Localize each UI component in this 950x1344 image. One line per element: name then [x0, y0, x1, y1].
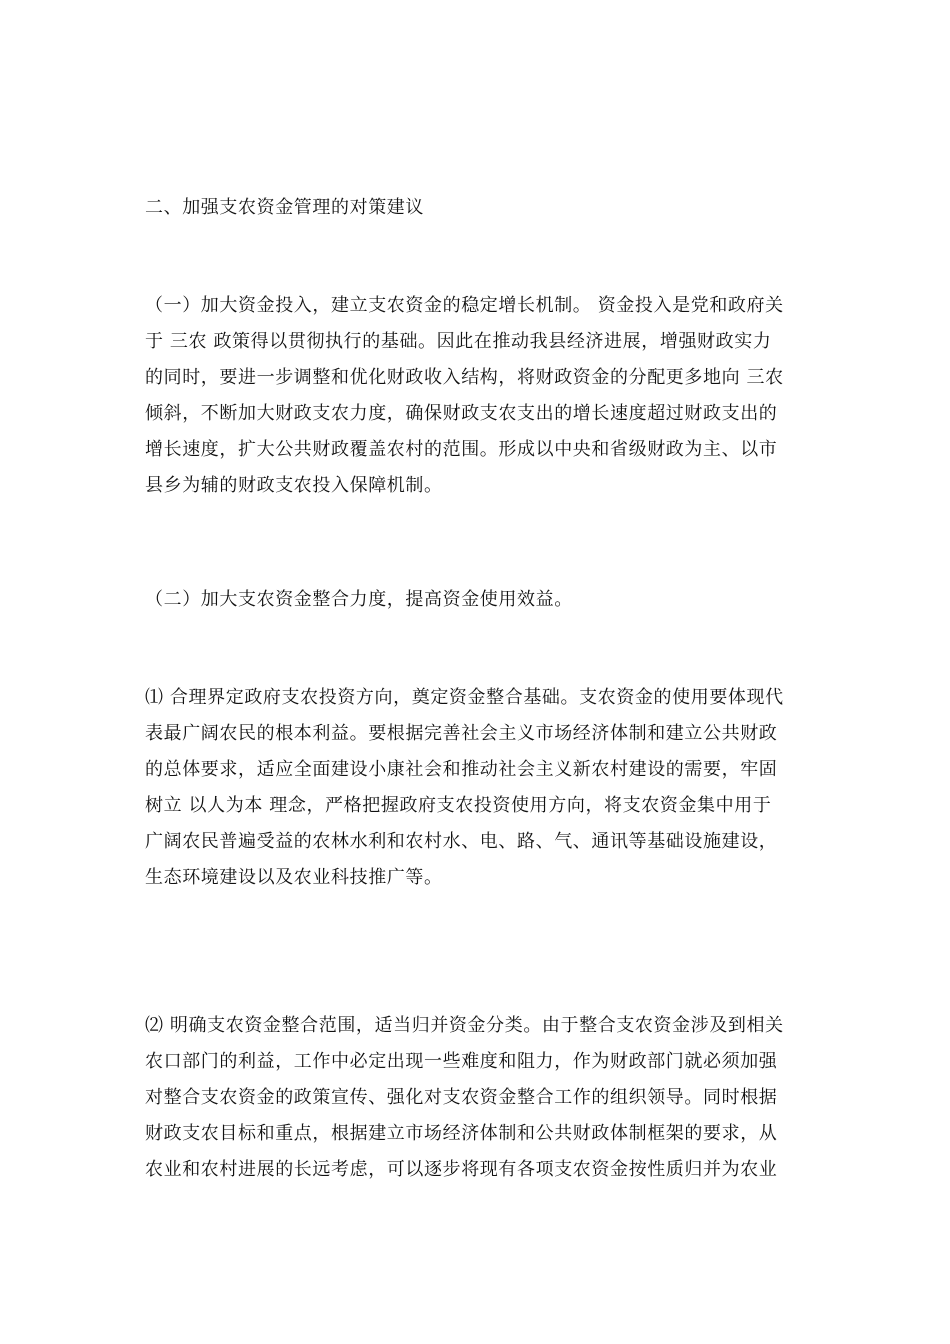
- paragraph-line: ⑴ 合理界定政府支农投资方向，奠定资金整合基础。支农资金的使用要体现代: [145, 687, 784, 708]
- paragraph-line: （一）加大资金投入，建立支农资金的稳定增长机制。 资金投入是党和政府关: [145, 295, 784, 316]
- section-2-title: [145, 582, 805, 618]
- paragraph-line: 的同时，要进一步调整和优化财政收入结构，将财政资金的分配更多地向 三农: [145, 367, 784, 388]
- paragraph-line: 表最广阔农民的根本利益。要根据完善社会主义市场经济体制和建立公共财政: [145, 723, 778, 744]
- subheading-text: （二）加大支农资金整合力度，提高资金使用效益。: [145, 589, 573, 610]
- section-heading: [145, 190, 805, 226]
- paragraph-line: 增长速度，扩大公共财政覆盖农村的范围。形成以中央和省级财政为主、以市: [145, 439, 778, 460]
- paragraph-line: 于 三农 政策得以贯彻执行的基础。因此在推动我县经济进展，增强财政实力: [145, 331, 772, 352]
- paragraph-line: 对整合支农资金的政策宣传、强化对支农资金整合工作的组织领导。同时根据: [145, 1087, 778, 1108]
- paragraph-line: 县乡为辅的财政支农投入保障机制。: [145, 475, 443, 496]
- heading-text: 二、加强支农资金管理的对策建议: [145, 197, 424, 218]
- paragraph-item-2: [145, 1008, 805, 1188]
- paragraph-line: 倾斜，不断加大财政支农力度，确保财政支农支出的增长速度超过财政支出的: [145, 403, 778, 424]
- paragraph-line: ⑵ 明确支农资金整合范围，适当归并资金分类。由于整合支农资金涉及到相关: [145, 1015, 784, 1036]
- paragraph-line: 广阔农民普遍受益的农林水利和农村水、电、路、气、通讯等基础设施建设，: [145, 831, 778, 852]
- paragraph-line: 的总体要求，适应全面建设小康社会和推动社会主义新农村建设的需要，牢固: [145, 759, 778, 780]
- paragraph-line: 生态环境建设以及农业科技推广等。: [145, 867, 443, 888]
- paragraph-line: 农业和农村进展的长远考虑，可以逐步将现有各项支农资金按性质归并为农业: [145, 1159, 778, 1180]
- paragraph-section-1: [145, 288, 805, 504]
- paragraph-line: 财政支农目标和重点，根据建立市场经济体制和公共财政体制框架的要求，从: [145, 1123, 778, 1144]
- paragraph-line: 树立 以人为本 理念，严格把握政府支农投资使用方向，将支农资金集中用于: [145, 795, 772, 816]
- paragraph-line: 农口部门的利益，工作中必定出现一些难度和阻力，作为财政部门就必须加强: [145, 1051, 778, 1072]
- paragraph-item-1: [145, 680, 805, 896]
